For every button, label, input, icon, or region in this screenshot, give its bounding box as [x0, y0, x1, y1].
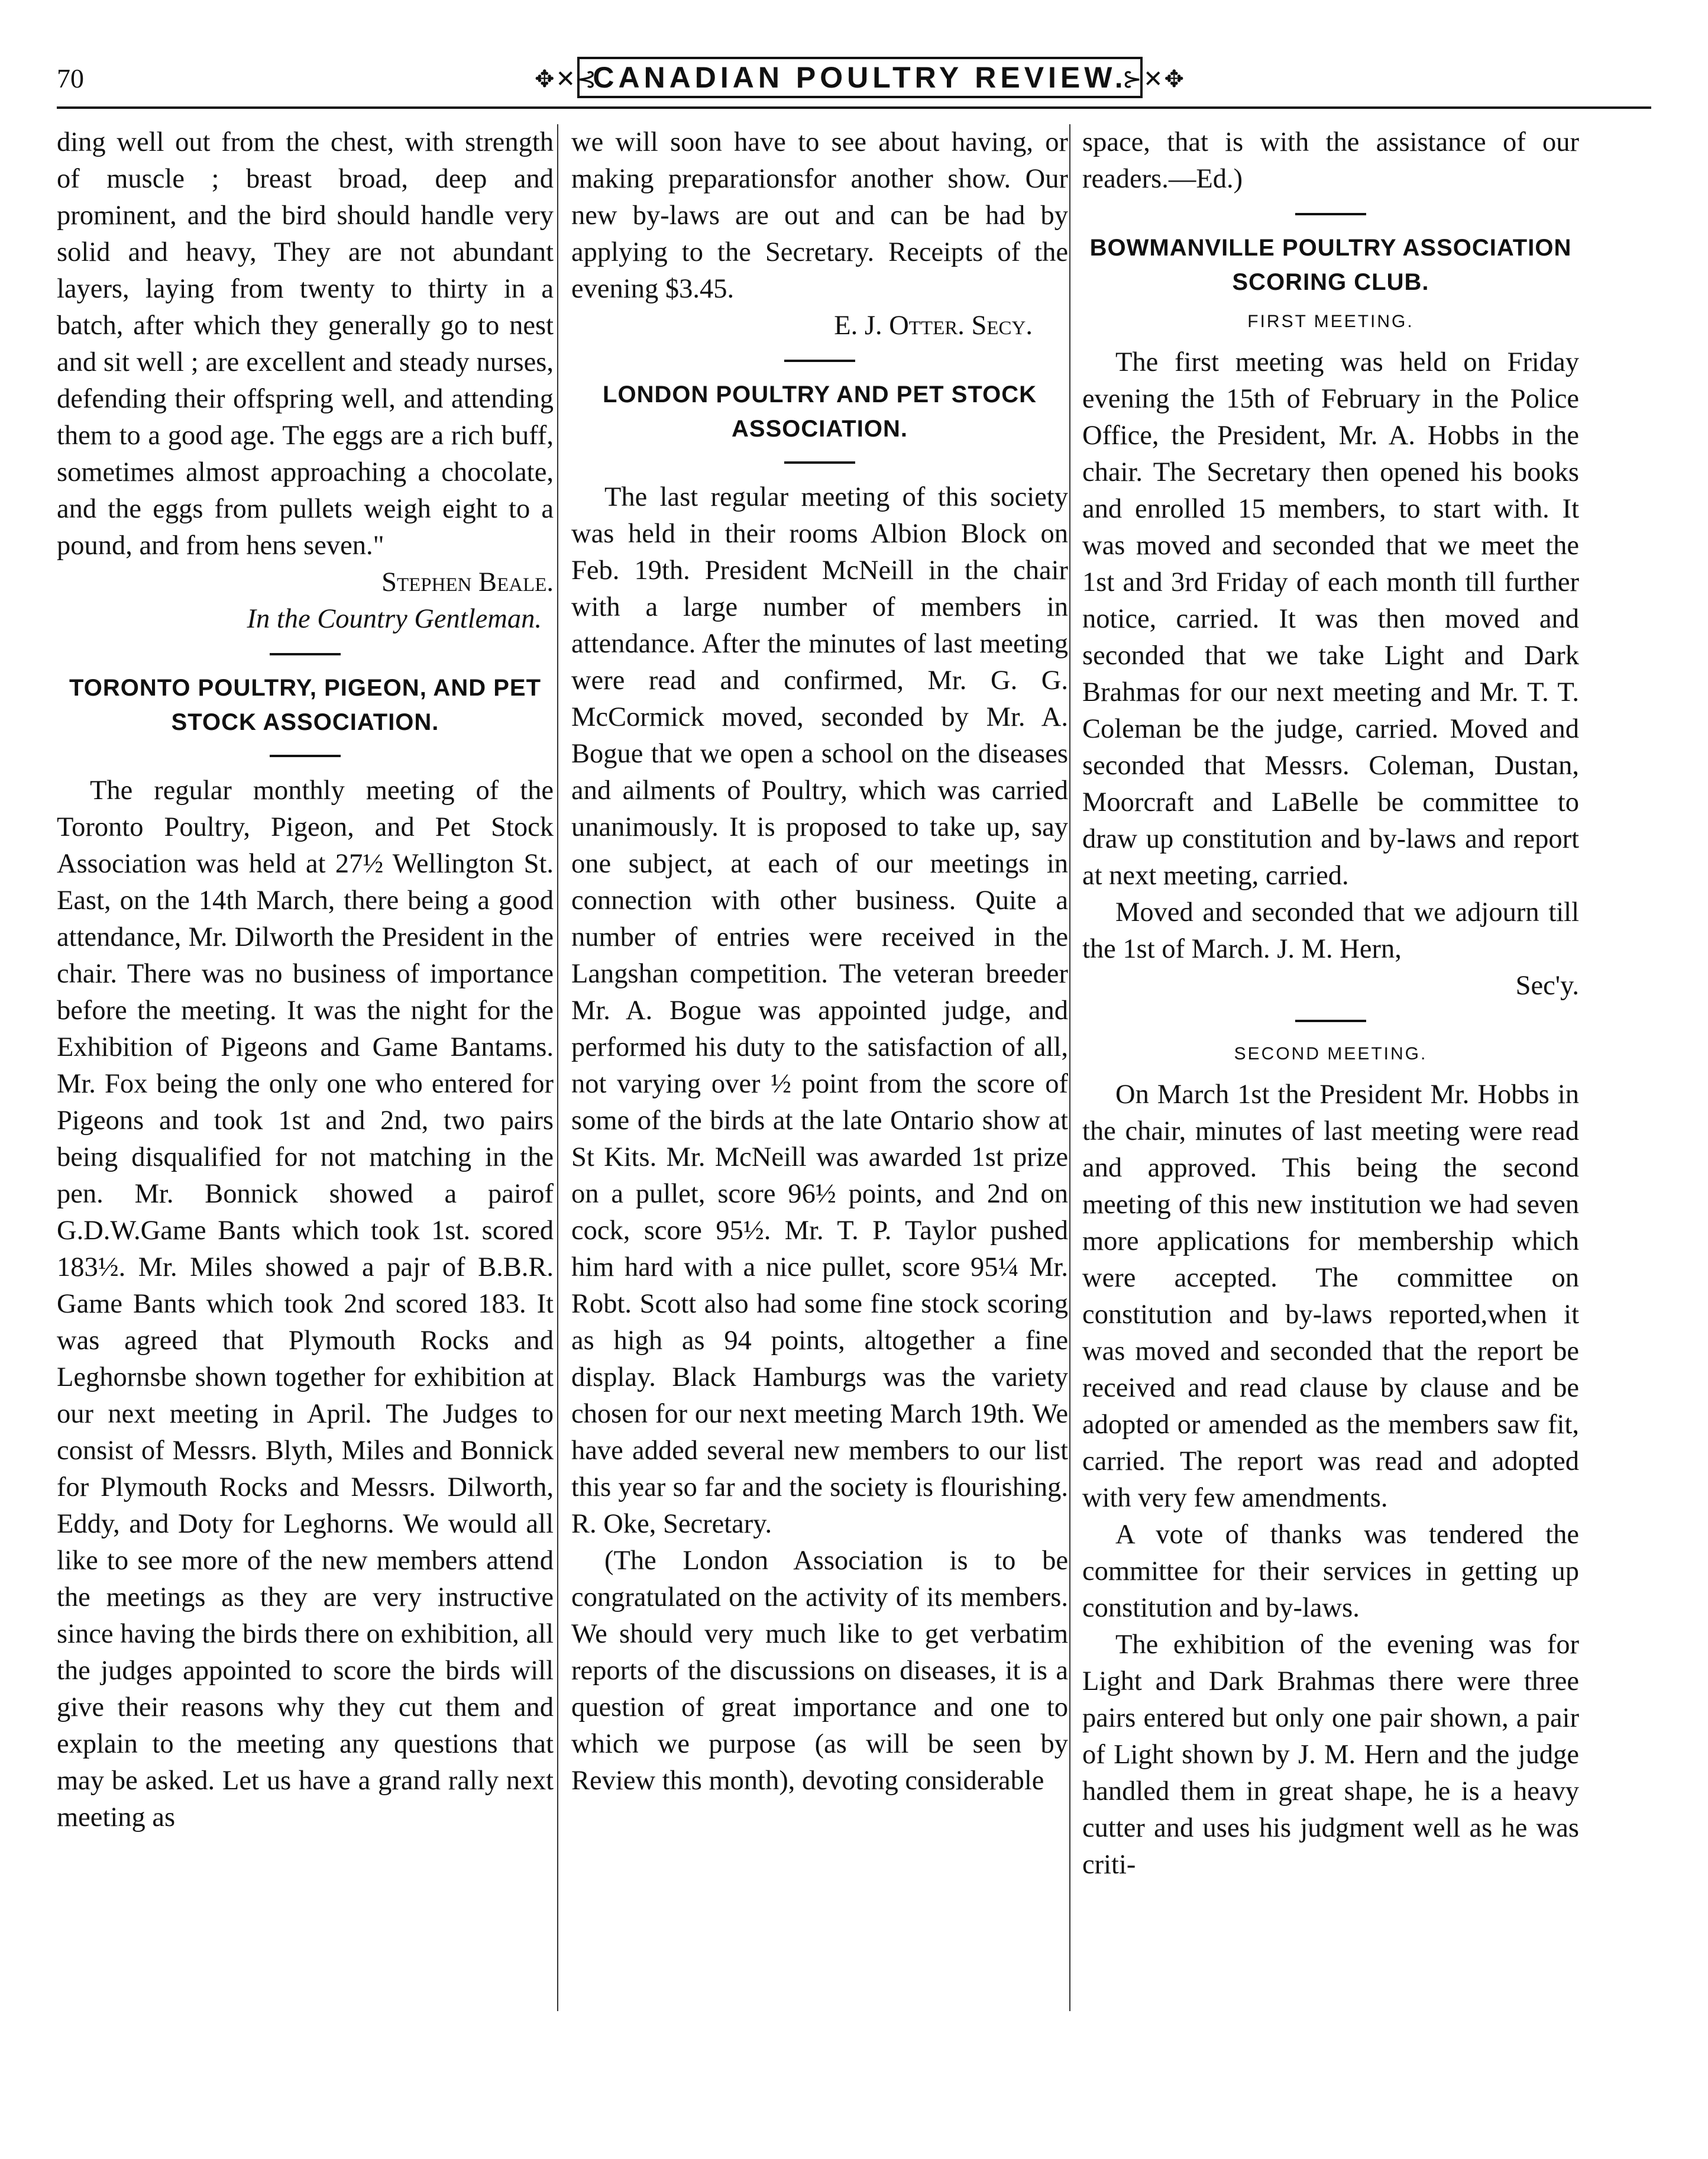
section-heading: BOWMANVILLE POULTRY ASSOCIATION SCORING CLUB. [1089, 235, 1572, 295]
column-divider [1069, 124, 1070, 2011]
page-header [57, 54, 1651, 105]
column-3 [1082, 124, 1579, 1883]
section-rule [270, 755, 341, 757]
paragraph: we will soon have to see about having, or making preparationsfor another show. Our new by-laws are out and can be had by applying to the Secretary. Receipts of the evening $3.45. [571, 127, 1068, 304]
masthead-title: CANADIAN POULTRY REVIEW. [577, 57, 1142, 98]
ornament-left-icon: ✥✕⊰ [535, 66, 598, 92]
section-rule [270, 653, 341, 655]
paragraph: A vote of thanks was tendered the committee for their services in getting up constitution and by-laws. [1082, 1520, 1579, 1623]
paragraph: Moved and seconded that we adjourn till the 1st of March. J. M. Hern, [1082, 897, 1579, 964]
section-rule [1295, 213, 1366, 215]
section-rule [784, 360, 855, 362]
paragraph: The exhibition of the evening was for Light and Dark Brahmas there were three pairs entered but only one pair shown, a pair of Light shown by J. M. Hern and the judge handled them in great shape, he is a heavy cutter and uses his judgment well as he was criti- [1082, 1630, 1579, 1880]
signature: E. J. Otter. Secy. [834, 311, 1033, 341]
paragraph: The first meeting was held on Friday evening the 15th of February in the Police Office, the President, Mr. A. Hobbs in the chair. The Secretary then opened his books and enrolled 15 members, to start with. It was moved and seconded that we meet the 1st and 3rd Friday of each month till further notice, carried. It was then moved and seconded that we take Light and Dark Brahmas for our next meeting and Mr. T. T. Coleman be the judge, carried. Moved and seconded that Messrs. Coleman, Dustan, Moorcraft and LaBelle be committee to draw up constitution and by-laws and report at next meeting, carried. [1082, 347, 1579, 891]
section-heading: TORONTO POULTRY, PIGEON, AND PET STOCK ASSOCIATION. [69, 675, 541, 735]
paragraph: On March 1st the President Mr. Hobbs in the chair, minutes of last meeting were read and approved. This being the second meeting of this new institution we had seven more applications for membership which were accepted. The committee on constitution and by-laws reported,when it was moved and seconded that the report be received and read clause by clause and be adopted or amended as the members saw fit, carried. The report was read and adopted with very few amendments. [1082, 1080, 1579, 1513]
column-1 [57, 124, 554, 1836]
paragraph: space, that is with the assistance of our readers.—Ed.) [1082, 127, 1579, 194]
section-rule [784, 461, 855, 464]
column-2 [571, 124, 1068, 1799]
paragraph: The regular monthly meeting of the Toronto Poultry, Pigeon, and Pet Stock Association was held at 27½ Wellington St. East, on the 14th March, there being a good attendance, Mr. Dilworth the President in the chair. There was no business of importance before the meeting. It was the night for the Exhibition of Pigeons and Game Bantams. Mr. Fox being the only one who entered for Pigeons and took 1st and 2nd, two pairs being disqualified for not matching in the pen. Mr. Bonnick showed a pairof G.D.W.Game Bants which took 1st. scored 183½. Mr. Miles showed a pajr of B.B.R. Game Bants which took 2nd scored 183. It was agreed that Plymouth Rocks and Leghornsbe shown together for exhibition at our next meeting in April. The Judges to consist of Messrs. Blyth, Miles and Bonnick for Plymouth Rocks and Messrs. Dilworth, Eddy, and Doty for Leghorns. We would all like to see more of the new members attend the meetings as they are very instructive since having the birds there on exhibition, all the judges appointed to score the birds will give their reasons why they cut them and explain to the meeting any questions that may be asked. Let us have a grand rally next meeting as [57, 775, 554, 1832]
signature: Sec'y. [1515, 971, 1579, 1001]
column-divider [557, 124, 558, 2011]
paragraph: (The London Association is to be congratulated on the activity of its members. We should very much like to get verbatim reports of the discussions on diseases, it is a question of great importance and one to which we purpose (as will be seen by Review this month), devoting considerable [571, 1546, 1068, 1796]
source-credit: In the Country Gentleman. [247, 604, 542, 634]
subheading: FIRST MEETING. [1247, 312, 1414, 331]
masthead [535, 54, 1185, 102]
section-rule [1295, 1020, 1366, 1022]
header-rule [57, 106, 1651, 109]
paragraph: ding well out from the chest, with strength of muscle ; breast broad, deep and prominent, and the bird should handle very solid and heavy, They are not abundant layers, laying from twenty to thirty in a batch, after which they generally go to nest and sit well ; are excellent and steady nurses, defending their offspring well, and attending them to a good age. The eggs are a rich buff, sometimes almost approaching a chocolate, and the eggs from pullets weigh eight to a pound, and from hens seven." [57, 127, 554, 561]
signature: Stephen Beale. [381, 567, 554, 597]
ornament-right-icon: ⊱✕✥ [1122, 66, 1185, 92]
section-heading: LONDON POULTRY AND PET STOCK ASSOCIATION. [603, 382, 1037, 442]
page-number: 70 [57, 63, 84, 93]
subheading: SECOND MEETING. [1234, 1044, 1428, 1064]
paragraph: The last regular meeting of this society was held in their rooms Albion Block on Feb. 19th. President McNeill in the chair with a large number of members in attendance. After the minutes of last meeting were read and confirmed, Mr. G. G. McCormick moved, seconded by Mr. A. Bogue that we open a school on the diseases and ailments of Poultry, which was carried unanimously. It is proposed to take up, say one subject, at each of our meetings in connection with other business. Quite a number of entries were received in the Langshan competition. The veteran breeder Mr. A. Bogue was appointed judge, and performed his duty to the satisfaction of all, not varying over ½ point from the score of some of the birds at the late Ontario show at St Kits. Mr. McNeill was awarded 1st prize on a pullet, score 96½ points, and 2nd on cock, score 95½. Mr. T. P. Taylor pushed him hard with a nice pullet, score 95¼ Mr. Robt. Scott also had some fine stock scoring as high as 94 points, altogether a fine display. Black Hamburgs was the variety chosen for our next meeting March 19th. We have added several new members to our list this year so far and the society is flourishing. R. Oke, Secretary. [571, 482, 1068, 1539]
